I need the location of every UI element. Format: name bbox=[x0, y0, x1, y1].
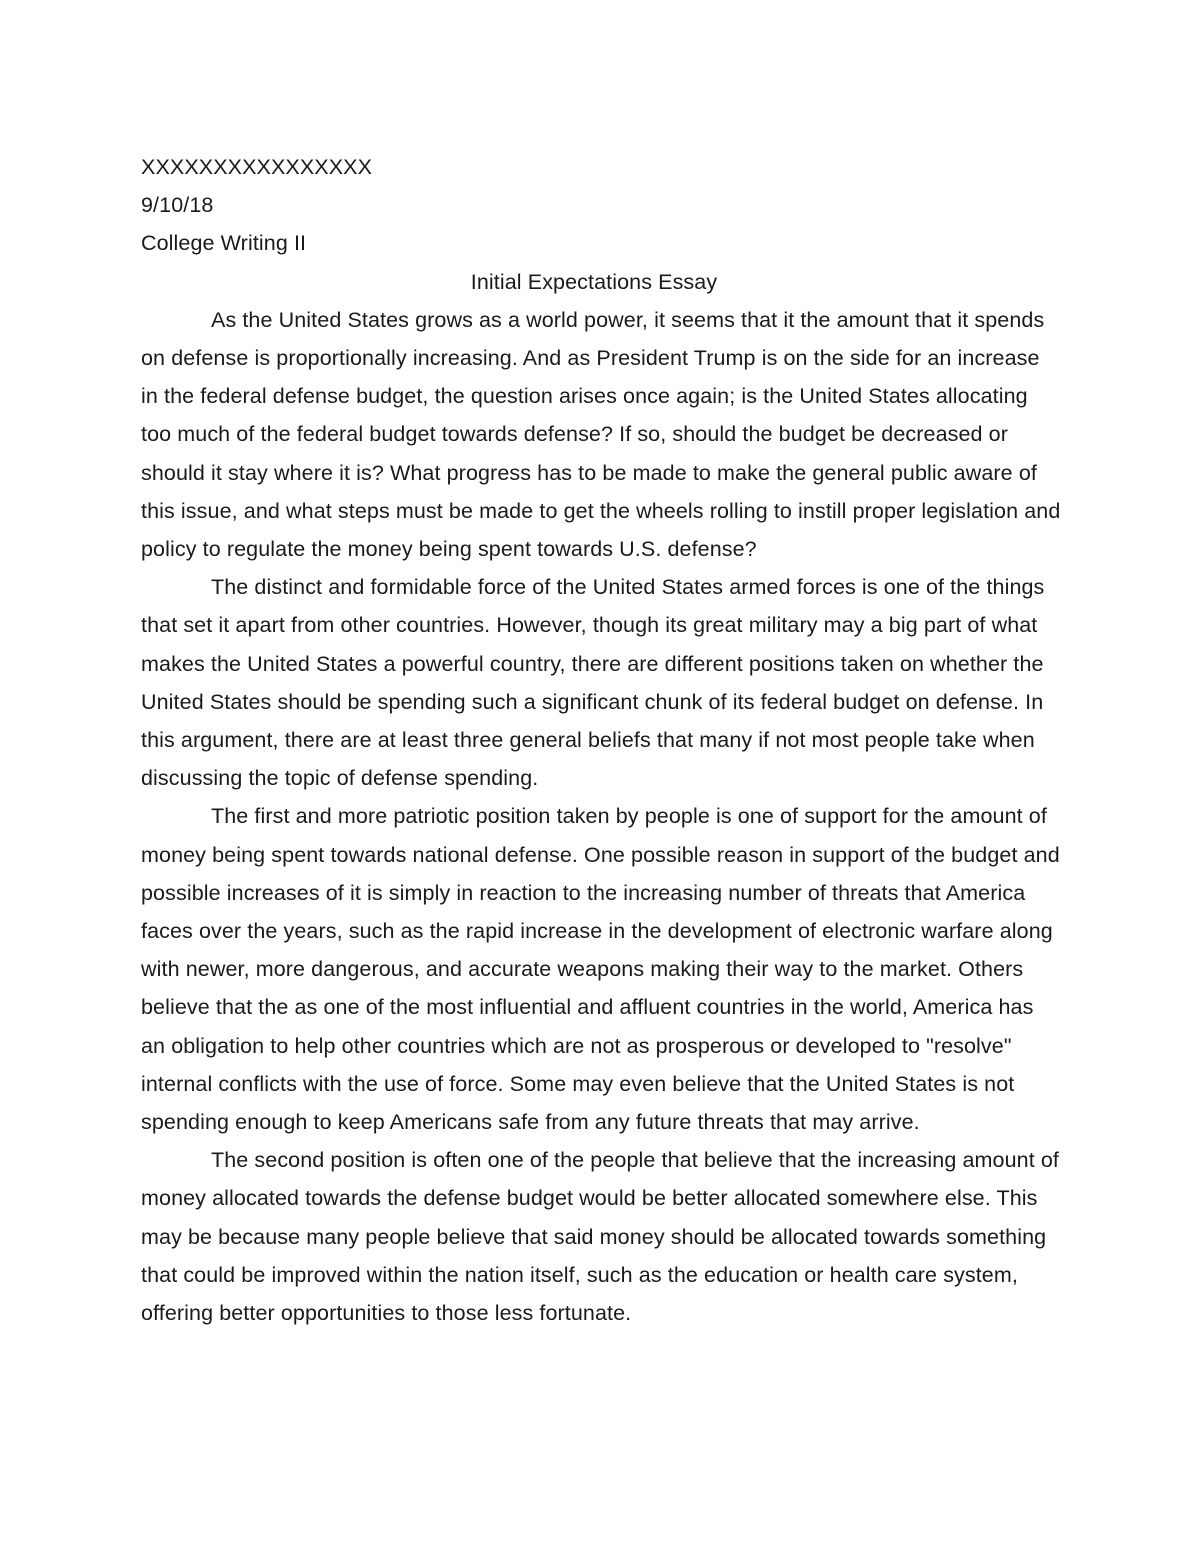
document-page bbox=[141, 148, 1061, 1332]
paragraph-3: The first and more patriotic position taken by people is one of support for the amount of money being spent towards national defense. One possible reason in support of the budget and possible increases of it is simply in reaction to the increasing number of threats that America faces over the years, such as the rapid increase in the development of electronic warfare along with newer, more dangerous, and accurate weapons making their way to the market. Others believe that the as one of the most influential and affluent countries in the world, America has an obligation to help other countries which are not as prosperous or developed to "resolve" internal conflicts with the use of force. Some may even believe that the United States is not spending enough to keep Americans safe from any future threats that may arrive. bbox=[141, 804, 1060, 1135]
paragraph-2: The distinct and formidable force of the United States armed forces is one of the things that set it apart from other countries. However, though its great military may a big part of what makes the United States a powerful country, there are different positions taken on whether the United States should be spending such a significant chunk of its federal budget on defense. In this argument, there are at least three general beliefs that many if not most people take when discussing the topic of defense spending. bbox=[141, 575, 1045, 791]
essay-date: 9/10/18 bbox=[141, 193, 214, 218]
paragraph-4: The second position is often one of the people that believe that the increasing amount of money allocated towards the defense budget would be better allocated somewhere else. This may be because many people believe that said money should be allocated towards something that could be improved within the nation itself, such as the education or health care system, offering better opportunities to those less fortunate. bbox=[141, 1148, 1059, 1326]
paragraph-1: As the United States grows as a world power, it seems that it the amount that it spends on defense is proportionally increasing. And as President Trump is on the side for an increase in the federal defense budget, the question arises once again; is the United States allocating too much of the federal budget towards defense? If so, should the budget be decreased or should it stay where it is? What progress has to be made to make the general public aware of this issue, and what steps must be made to get the wheels rolling to instill proper legislation and policy to regulate the money being spent towards U.S. defense? bbox=[141, 307, 1061, 562]
essay-body bbox=[141, 301, 1061, 1332]
course-name: College Writing II bbox=[141, 231, 307, 256]
essay-title: Initial Expectations Essay bbox=[470, 269, 718, 294]
author-name: XXXXXXXXXXXXXXXX bbox=[141, 155, 373, 179]
